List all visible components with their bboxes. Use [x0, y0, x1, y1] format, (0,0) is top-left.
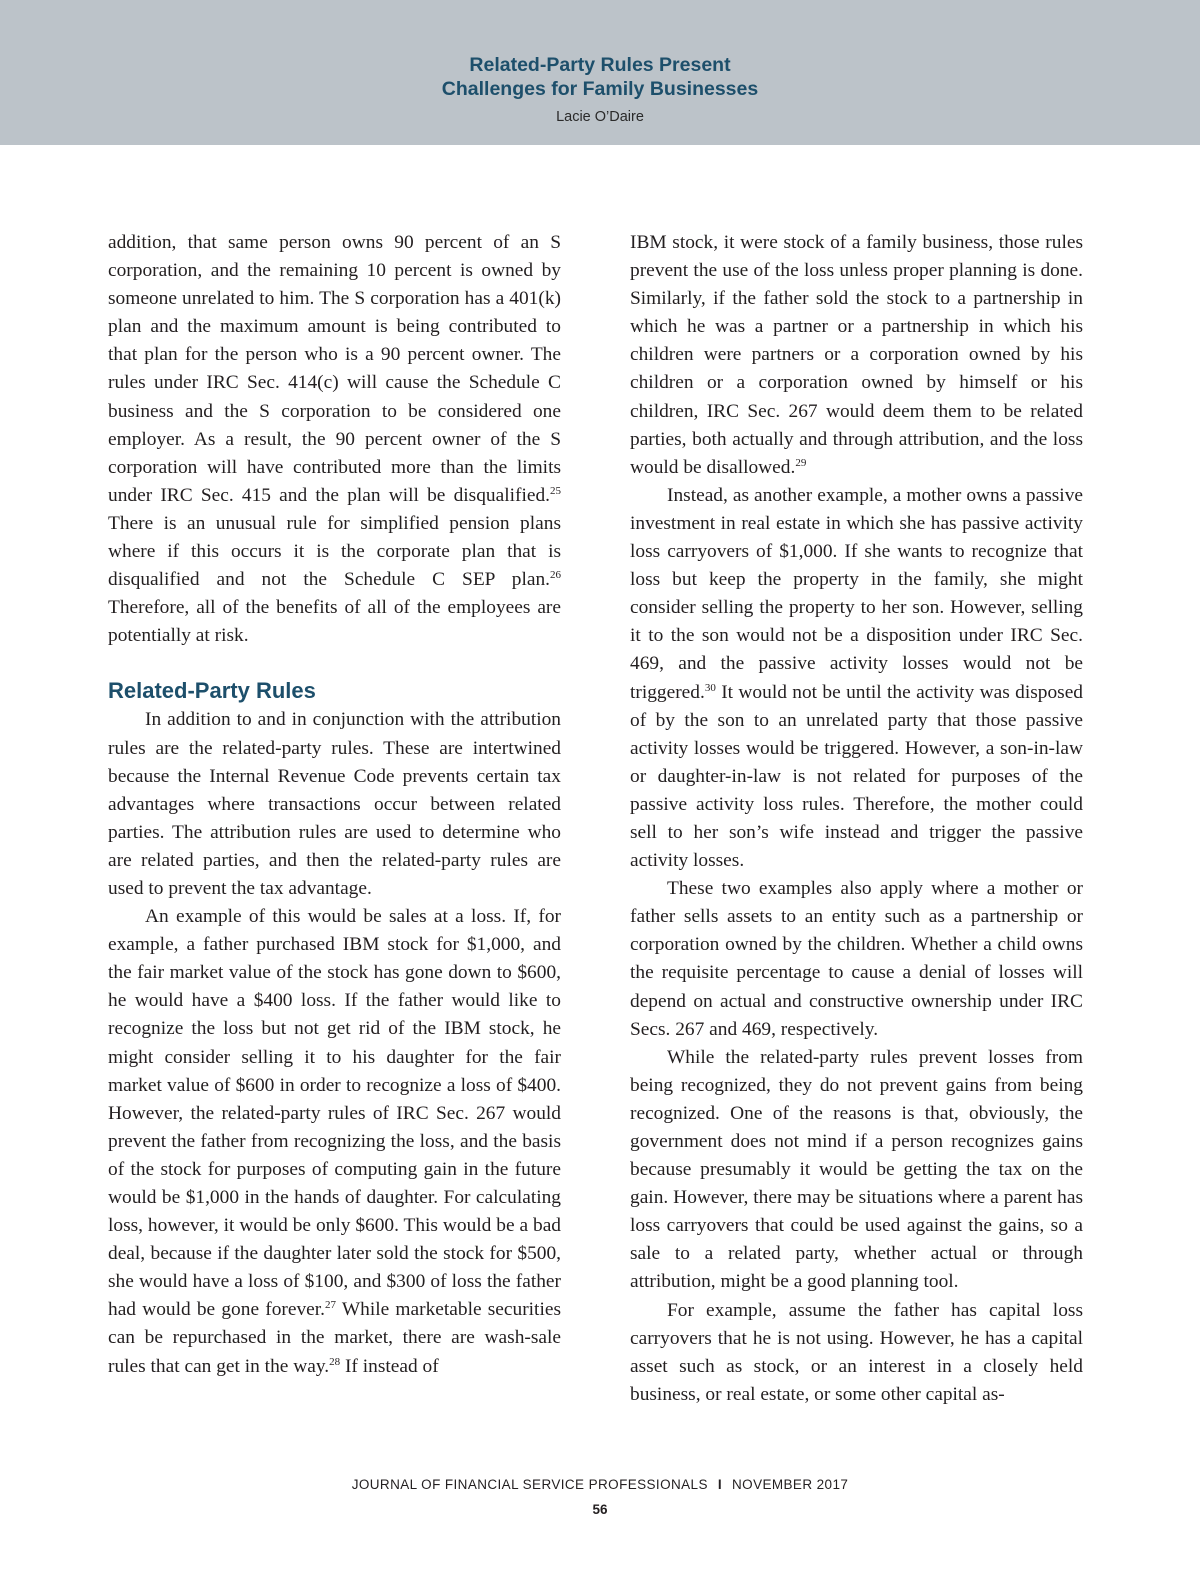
article-author: Lacie O’Daire — [556, 109, 644, 125]
footnote-ref-30: 30 — [704, 681, 716, 694]
paragraph-text: Therefore, all of the benefits of all of the employees are potentially at risk. — [108, 597, 561, 647]
article-title-line-2: Challenges for Family Businesses — [441, 78, 759, 100]
paragraph-text: IBM stock, it were stock of a family business, those rules prevent the use of the loss unless proper planning is done. Similarly, if the father sold the stock to a partnership in which he was a partner or a partnership in which his children were partners or a corporation owned by his children or a corporation owned by himself or his children, IRC Sec. 267 would deem them to be related parties, both actually and through attribution, and the loss would be disallowed. — [630, 232, 1083, 478]
footnote-ref-26: 26 — [550, 569, 561, 582]
paragraph-text: Instead, as another example, a mother owns a passive investment in real estate in which she has passive activity loss carryovers of $1,000. If she wants to recognize that loss but keep the property in the family, she might consider selling the property to her son. However, selling it to the son would not be a disposition under IRC Sec. 469, and the passive activity losses would not be triggered. — [630, 484, 1083, 703]
footer-separator: I — [717, 1477, 723, 1492]
paragraph-text: If instead of — [340, 1355, 439, 1377]
paragraph: In addition to and in conjunction with the attribution rules are the related-party rules. These are intertwined because the Internal Revenue Code prevents certain tax advantages where transactions occur between related parties. The attribution rules are used to determine who are related parties, and then the related-party rules are used to prevent the tax advantage. — [108, 709, 561, 899]
paragraph-text: addition, that same person owns 90 percent of an S corporation, and the remaining 10 percent is owned by someone unrelated to him. The S corporation has a 401(k) plan and the maximum amount is being contributed to that plan for the person who is a 90 percent owner. The rules under IRC Sec. 414(c) will cause the Schedule C business and the S corporation to be considered one employer. As a result, the 90 percent owner of the S corporation will have contributed more than the limits under IRC Sec. 415 and the plan will be disqualified. — [108, 232, 561, 506]
footnote-ref-25: 25 — [550, 484, 561, 497]
paragraph — [108, 903, 561, 1381]
article-title-line-1: Related-Party Rules Present — [469, 54, 731, 76]
footnote-ref-28: 28 — [329, 1355, 341, 1368]
paragraph-text: An example of this would be sales at a loss. If, for example, a father purchased IBM stock for $1,000, and the fair market value of the stock has gone down to $600, he would have a $400 loss. If the father would like to recognize the loss but not get rid of the IBM stock, he might consider selling it to his daughter for the fair market value of $600 in order to recognize a loss of $400. However, the related-party rules of IRC Sec. 267 would prevent the father from recognizing the loss, and the basis of the stock for purposes of computing gain in the future would be $1,000 in the hands of daughter. For calculating loss, however, it would be only $600. This would be a bad deal, because if the daughter later sold the stock for $500, she would have a loss of $100, and $300 of loss the father had would be gone forever. — [108, 906, 561, 1321]
article-title — [0, 53, 1200, 101]
issue-date: NOVEMBER 2017 — [732, 1477, 849, 1492]
section-heading: Related-Party Rules — [108, 678, 316, 704]
paragraph: For example, assume the father has capital loss carryovers that he is not using. However, he has a capital asset such as stock, or an interest in a closely held business, or real estate, or some other capital as- — [630, 1299, 1083, 1405]
paragraph-text: There is an unusual rule for simplified pension plans where if this occurs it is the corporate plan that is disqualified and not the Schedule C SEP plan. — [108, 512, 561, 591]
paragraph — [108, 229, 561, 650]
paragraph-text: It would not be until the activity was disposed of by the son to an unrelated party that those passive activity losses would be triggered. However, a son-in-law or daughter-in-law is not related for purposes of the passive activity loss rules. Therefore, the mother could sell to her son’s wife instead and trigger the passive activity losses. — [630, 681, 1083, 872]
page-number: 56 — [592, 1502, 608, 1517]
footer-journal-line — [0, 1476, 1200, 1494]
journal-name: JOURNAL OF FINANCIAL SERVICE PROFESSIONALS — [351, 1477, 708, 1492]
footnote-ref-29: 29 — [795, 456, 807, 469]
paragraph — [630, 482, 1083, 875]
footnote-ref-27: 27 — [325, 1299, 337, 1312]
paragraph: While the related-party rules prevent losses from being recognized, they do not prevent gains from being recognized. One of the reasons is that, obviously, the government does not mind if a person recognizes gains because presumably it would be getting the tax on the gain. However, there may be situations where a parent has loss carryovers that could be used against the gains, so a sale to a related party, whether actual or through attribution, might be a good planning tool. — [630, 1046, 1083, 1293]
paragraph — [630, 229, 1083, 482]
right-column — [630, 229, 1083, 1409]
left-column — [108, 229, 561, 1381]
paragraph: These two examples also apply where a mother or father sells assets to an entity such as a partnership or corporation owned by the children. Whether a child owns the requisite percentage to cause a denial of losses will depend on actual and constructive ownership under IRC Secs. 267 and 469, respectively. — [630, 878, 1083, 1040]
paragraph-text: While marketable securities can be repurchased in the market, there are wash-sale rules that can get in the way. — [108, 1299, 561, 1377]
